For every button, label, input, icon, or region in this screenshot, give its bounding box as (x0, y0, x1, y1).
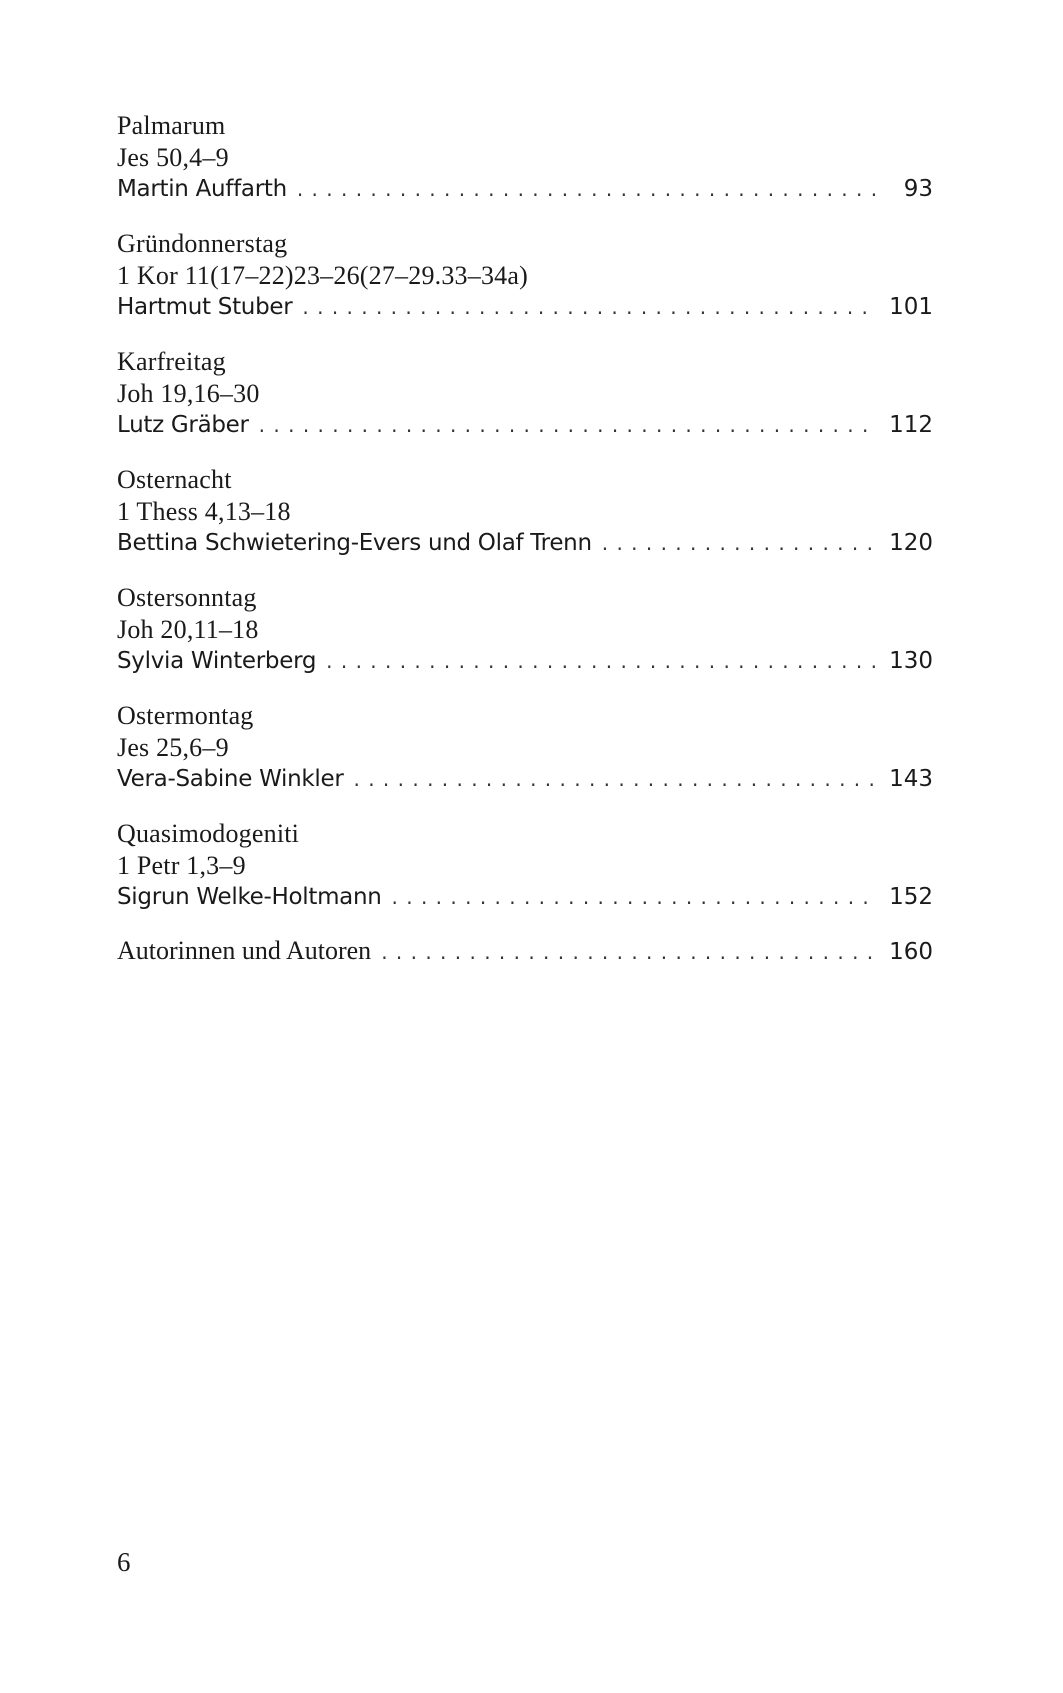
toc-page-number: 160 (889, 939, 933, 965)
dot-leader (392, 885, 875, 909)
toc-bible-reference: Joh 20,11–18 (117, 615, 259, 644)
dot-leader (259, 413, 875, 437)
toc-day-title: Ostersonntag (117, 583, 257, 612)
toc-page-number: 130 (889, 648, 933, 674)
toc-day-title: Ostermontag (117, 701, 254, 730)
toc-day-title: Gründonnerstag (117, 229, 288, 258)
toc-author-line (117, 410, 933, 440)
toc-day-title: Palmarum (117, 111, 226, 140)
dot-leader (297, 177, 875, 201)
toc-author-line (117, 292, 933, 322)
toc-day-title: Osternacht (117, 465, 232, 494)
toc-entry (117, 228, 933, 322)
dot-leader (602, 531, 875, 555)
toc-page-number: 120 (889, 530, 933, 556)
toc-bible-reference: Jes 25,6–9 (117, 733, 229, 762)
toc-final-label: Autorinnen und Autoren (117, 936, 372, 965)
toc-author-line (117, 528, 933, 558)
page-folio-number: 6 (117, 1547, 131, 1577)
toc-page-number: 152 (889, 884, 933, 910)
toc-author: Martin Auffarth (117, 176, 287, 202)
toc-author: Lutz Gräber (117, 412, 249, 438)
toc-bible-reference: Jes 50,4–9 (117, 143, 229, 172)
toc-entry (117, 582, 933, 676)
toc-page-number: 112 (889, 412, 933, 438)
toc-page-number: 93 (903, 176, 933, 202)
table-of-contents (117, 110, 933, 990)
toc-author-line (117, 646, 933, 676)
toc-bible-reference: 1 Thess 4,13–18 (117, 497, 291, 526)
toc-author: Vera-Sabine Winkler (117, 766, 344, 792)
toc-entry (117, 464, 933, 558)
toc-author-line (117, 882, 933, 912)
toc-author: Sigrun Welke-Holtmann (117, 884, 382, 910)
toc-entry (117, 346, 933, 440)
toc-entry (117, 700, 933, 794)
toc-author-line (117, 174, 933, 204)
toc-author: Sylvia Winterberg (117, 648, 317, 674)
dot-leader (381, 940, 875, 964)
toc-page-number: 101 (889, 294, 933, 320)
toc-final-line (117, 936, 933, 966)
toc-entry (117, 818, 933, 912)
dot-leader (326, 649, 875, 673)
toc-author-line (117, 764, 933, 794)
toc-bible-reference: Joh 19,16–30 (117, 379, 260, 408)
toc-page-number: 143 (889, 766, 933, 792)
toc-author: Bettina Schwietering-Evers und Olaf Trenn (117, 530, 592, 556)
toc-day-title: Karfreitag (117, 347, 226, 376)
toc-entry-final (117, 936, 933, 966)
toc-bible-reference: 1 Kor 11(17–22)23–26(27–29.33–34a) (117, 261, 528, 290)
toc-entry (117, 110, 933, 204)
toc-bible-reference: 1 Petr 1,3–9 (117, 851, 246, 880)
toc-day-title: Quasimodogeniti (117, 819, 300, 848)
dot-leader (302, 295, 875, 319)
toc-author: Hartmut Stuber (117, 294, 293, 320)
dot-leader (354, 767, 876, 791)
